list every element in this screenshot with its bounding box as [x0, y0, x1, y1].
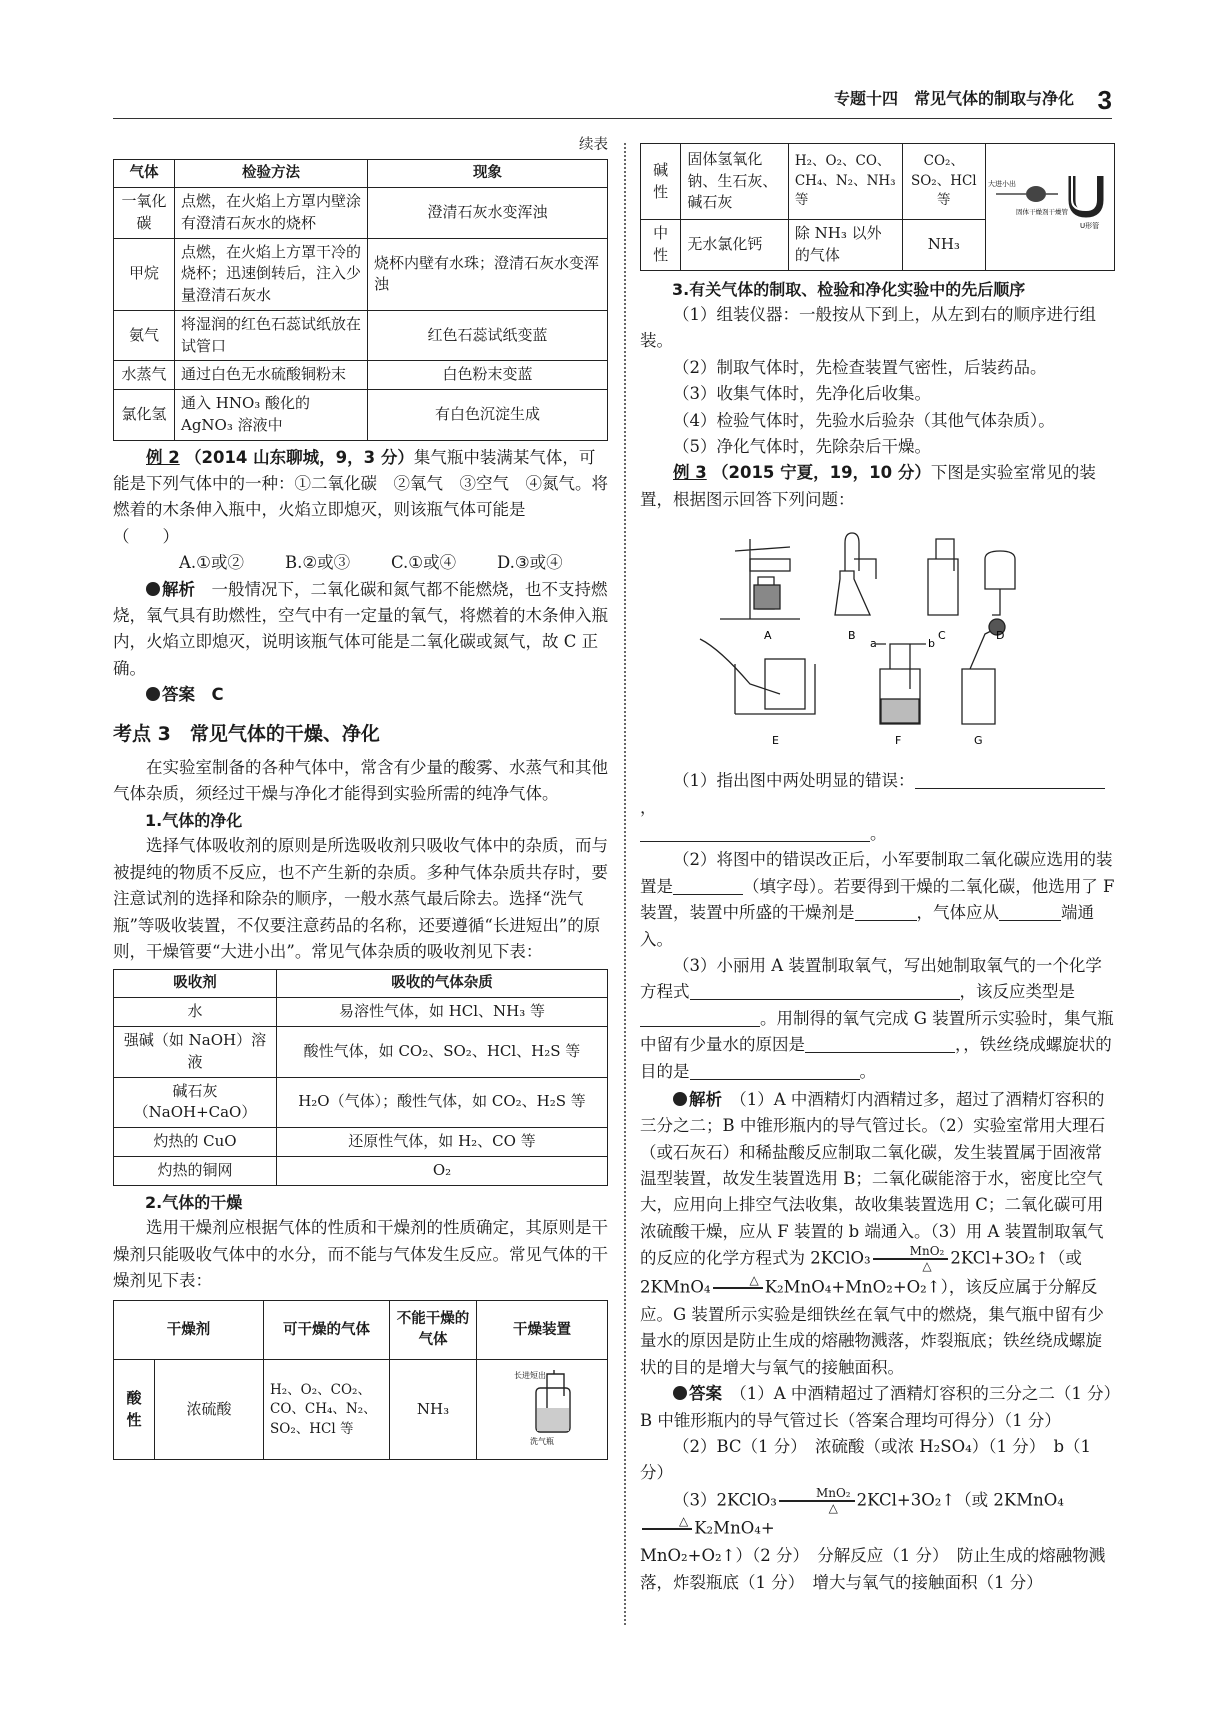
- analysis-label: 解析: [689, 1089, 722, 1109]
- cell-gas: 一氧化碳: [114, 188, 175, 239]
- analysis-label: 解析: [162, 579, 195, 599]
- cell-method: 点燃，在火焰上方罩干冷的烧杯；迅速倒转后，注入少量澄清石灰水: [175, 238, 368, 310]
- table-row: [114, 238, 608, 310]
- desiccant-table-continued: [640, 143, 1115, 271]
- cell-gas: 氨气: [114, 310, 175, 361]
- apparatus-figure: [640, 519, 1115, 764]
- gas-test-table: [113, 159, 608, 441]
- cell-agent: 无水氯化钙: [681, 220, 789, 271]
- cell-can: H₂、O₂、CO、CH₄、N₂、NH₃ 等: [788, 144, 902, 220]
- cell-cannot: NH₃: [390, 1360, 477, 1460]
- th-phenomenon: 现象: [368, 160, 608, 188]
- subsection-title-dry: 2.气体的干燥: [145, 1192, 243, 1212]
- fig-label-port-b: b: [928, 637, 935, 651]
- analysis-icon: [673, 1092, 687, 1106]
- page-header: [0, 84, 1224, 114]
- answer-blank[interactable]: [690, 983, 960, 1000]
- device-label: U形管: [1080, 222, 1100, 231]
- cell-absorbent: 碱石灰（NaOH+CaO）: [114, 1077, 277, 1128]
- table-row: [641, 144, 1115, 220]
- drying-tube-diagram: [986, 144, 1114, 262]
- table-row: [114, 310, 608, 361]
- cell-gas: 氯化氢: [114, 390, 175, 441]
- answer-text: MnO₂+O₂↑）（2 分） 分解反应（1 分） 防止生成的熔融物溅落，炸裂瓶底（1 分） 增大与氧气的接触面积（1 分）: [640, 1546, 1106, 1592]
- option-d: D.③或④: [497, 553, 563, 573]
- analysis-text: （1）A 中酒精灯内酒精过多，超过了酒精灯容积的三分之二；B 中锥形瓶内的导气管过长。（2）实验室常用大理石（或石灰石）和稀盐酸反应制取二氧化碳，发生装置属于固液常温型装置，故发生装置选用 B；二氧化碳能溶于水，密度比空气大，应用向上排空气法收集，故收集装置选用 C；二氧化碳可用浓硫酸干燥，应从 F 装置的 b 端通入。（3）用 A 装置制取氧气的反应的化学方程式为 2KClO₃: [640, 1089, 1106, 1268]
- table-row: [114, 1156, 608, 1185]
- cell-absorbent: 水: [114, 998, 277, 1027]
- right-column: 碱性 固体氢氧化钠、生石灰、碱石灰 H₂、O₂、CO、CH₄、N₂、NH₃ 等 CO₂、SO₂、HCl 等 大进小出 固体干燥剂干燥管 U形管 中性 无水氯化钙 除 NH₃ 以外的气体 NH₃ 3.有关气体的制取、检验和净化实验中的先后顺序 （1）组装仪器：一般按从下到上，从左到右的顺序进行组装。 （2）制取气体时，先检查装置气密性，后装药品。 （3）收集气体时，先净化后收集。 （4）检验气体时，先验水后验杂（其他气体杂质）。 （5）净化气体时，先除杂后干燥。 例 3 （2015 宁夏，19，10 分）下图是实验室常见的装置，根据图示回答下列问题： A B C D E F G a b （1）指出图中两处明显的错误：， 。 （2）将图中的错误改正后，小军要制取二氧化碳应选用的装置是 （填字母）。若要得到干燥的二氧化碳，他选用了 F 装置，装置中所盛的干燥剂是 ，气体应从 端通入。 （3）小丽用 A 装置制取氧气，写出她制取氧气的一个化学方程式 ，该反应类型是。用制得的氧气完成 G 装置所示实验时，集气瓶中留有少量水的原因是 ，，铁丝绕成螺旋状的目的是 。 解析 （1）A 中酒精灯内酒精过多，超过了酒精灯容积的三分之二；B 中锥形瓶内的导气管过长。（2）实验室常用大理石（或石灰石）和稀盐酸反应制取二氧化碳，发生装置属于固液常温型装置，故发生装置选用 B；二氧化碳能溶于水，密度比空气大，应用向上排空气法收集，故收集装置选用 C；二氧化碳可用浓硫酸干燥，应从 F 装置的 b 端通入。（3）用 A 装置制取氧气的反应的化学方程式为 2KClO₃ $\frac{\text{MnO₂}}{\triangle}$ 2KCl+3O₂↑（或 2KMnO₄ △ K₂MnO₄+MnO₂+O₂↑），该反应属于分解反应。G 装置所示实验是细铁丝在氧气中的燃烧，集气瓶中留有少量水的原因是防止生成的熔融物溅落，炸裂瓶底；铁丝绕成螺旋状的目的是增大与氧气的接触面积。 答案 （1）A 中酒精超过了酒精灯容积的三分之二（1 分） B 中锥形瓶内的导气管过长（答案合理均可得分）（1 分） （2）BC（1 分） 浓硫酸（或浓 H₂SO₄）（1 分） b（1 分） （3）2KClO₃ $\frac{\text{MnO₂}}{\triangle}$ 2KCl+3O₂↑（或 2KMnO₄ △ K₂MnO₄+ MnO₂+O₂↑）（2 分） 分解反应（1 分） 防止生成的熔融物溅落，炸裂瓶底（1 分） 增大与氧气的接触面积（1 分）: [640, 143, 1115, 1596]
- dry-text: 选用干燥剂应根据气体的性质和干燥剂的性质确定，其原则是干燥剂只能吸收气体中的水分，而不能与气体发生反应。常见气体的干燥剂见下表：: [113, 1218, 608, 1290]
- answer-icon: [673, 1386, 687, 1400]
- order-item: （2）制取气体时，先检查装置气密性，后装药品。: [673, 357, 1047, 377]
- left-column: [113, 134, 608, 1460]
- section-intro: 在实验室制备的各种气体中，常含有少量的酸雾、水蒸气和其他气体杂质，须经过干燥与净化才能得到实验所需的纯净气体。: [113, 758, 608, 804]
- order-item: （1）组装仪器：一般按从下到上，从左到右的顺序进行组装。: [640, 305, 1096, 351]
- order-item: （5）净化气体时，先除杂后干燥。: [673, 437, 931, 457]
- cell-phenomenon: 红色石蕊试纸变蓝: [368, 310, 608, 361]
- answer-blank[interactable]: [915, 772, 1105, 789]
- answer-text: K₂MnO₄+: [694, 1518, 775, 1538]
- th-method: 检验方法: [175, 160, 368, 188]
- cell-absorbent: 灼热的铜网: [114, 1156, 277, 1185]
- th-can-dry: 可干燥的气体: [264, 1301, 390, 1360]
- th-desiccant: 干燥剂: [114, 1301, 264, 1360]
- answer-icon: [146, 687, 160, 701]
- cell-agent: 浓硫酸: [155, 1360, 264, 1460]
- header-rule: [113, 118, 1112, 119]
- analysis-text: 一般情况下，二氧化碳和氮气都不能燃烧，也不支持燃烧，氧气具有助燃性，空气中有一定量的氧气，将燃着的木条伸入瓶内，火焰立即熄灭，说明该瓶气体可能是二氧化碳或氮气，故 C 正确。: [113, 579, 608, 678]
- example-source: （2014 山东聊城，9，3 分）: [184, 447, 414, 467]
- th-absorbed-gas: 吸收的气体杂质: [277, 970, 608, 998]
- cell-absorbed: 酸性气体，如 CO₂、SO₂、HCl、H₂S 等: [277, 1027, 608, 1078]
- fig-label-b: B: [848, 629, 856, 643]
- fig-label-g: G: [974, 734, 983, 748]
- example-options: [113, 550, 608, 576]
- heat-symbol: △: [922, 1259, 932, 1274]
- cell-device: [477, 1360, 608, 1460]
- question-3b: ，该反应类型是: [959, 982, 1075, 1002]
- question-3d: ，铁丝绕成螺旋状的目的是: [640, 1035, 1112, 1081]
- order-item: （3）收集气体时，先净化后收集。: [673, 384, 931, 404]
- fig-label-port-a: a: [870, 637, 877, 651]
- example-source: （2015 宁夏，19，10 分）: [711, 463, 931, 483]
- cell-method: 点燃，在火焰上方罩内壁涂有澄清石灰水的烧杯: [175, 188, 368, 239]
- th-cannot-dry: 不能干燥的气体: [390, 1301, 477, 1360]
- option-b: B.②或③: [285, 553, 351, 573]
- cell-can: 除 NH₃ 以外的气体: [788, 220, 902, 271]
- cell-can: H₂、O₂、CO₂、CO、CH₄、N₂、SO₂、HCl 等: [264, 1360, 390, 1460]
- cell-type: 碱性: [641, 144, 681, 220]
- heat-symbol: △: [713, 1274, 763, 1289]
- fig-label-e: E: [772, 734, 779, 748]
- answer-label: 答案: [689, 1384, 722, 1404]
- cell-phenomenon: 白色粉末变蓝: [368, 361, 608, 390]
- th-absorbent: 吸收剂: [114, 970, 277, 998]
- table-row: [114, 390, 608, 441]
- cell-type: 酸性: [114, 1360, 155, 1460]
- continued-label: 续表: [579, 137, 608, 153]
- example-question: 集气瓶中装满某气体，可能是下列气体中的一种：①二氧化碳 ②氧气 ③空气 ④氮气。将燃着的木条伸入瓶中，火焰立即熄灭，则该瓶气体可能是 （ ）: [113, 447, 608, 546]
- answer-text: （3）2KClO₃: [673, 1490, 777, 1510]
- device-label: 长进短出: [514, 1371, 546, 1381]
- column-divider: [624, 143, 626, 1625]
- section-title: 考点 3 常见气体的干燥、净化: [113, 722, 380, 745]
- catalyst: MnO₂: [873, 1245, 949, 1260]
- answer-blank[interactable]: [640, 1010, 700, 1027]
- cell-phenomenon: 有白色沉淀生成: [368, 390, 608, 441]
- cell-gas: 甲烷: [114, 238, 175, 310]
- analysis-text: 2KCl+3O₂↑（或 2KMnO₄: [640, 1248, 1082, 1297]
- cell-cannot: CO₂、SO₂、HCl 等: [902, 144, 985, 220]
- page-number: 3: [1097, 85, 1112, 115]
- cell-absorbent: 强碱（如 NaOH）溶液: [114, 1027, 277, 1078]
- question-3c: 。用制得的氧气完成 G 装置所示实验时，集气瓶中留有少量水的原因是: [640, 1008, 1114, 1055]
- reaction-condition: [642, 1515, 692, 1543]
- answer-blank[interactable]: [700, 1010, 760, 1027]
- table-row: [114, 361, 608, 390]
- question-2d: 端通入。: [640, 903, 1094, 949]
- cell-method: 通入 HNO₃ 酸化的 AgNO₃ 溶液中: [175, 390, 368, 441]
- purify-text: 选择气体吸收剂的原则是所选吸收剂只吸收气体中的杂质，而与被提纯的物质不反应，也不产生新的杂质。多种气体杂质共存时，要注意试剂的选择和除杂的顺序，一般水蒸气最后除去。选择“洗气瓶”等吸收装置，不仅要注意药品的名称，还要遵循“长进短出”的原则，干燥管要“大进小出”。常见气体杂质的吸收剂见下表：: [113, 836, 608, 961]
- answer-value: C: [211, 685, 224, 705]
- answer-blank[interactable]: [855, 904, 917, 921]
- answer-blank[interactable]: [805, 1036, 955, 1053]
- example-2: [113, 445, 608, 709]
- example-label: 例 3: [673, 463, 707, 483]
- analysis-icon: [146, 582, 160, 596]
- cell-cannot: NH₃: [902, 220, 985, 271]
- table-row: [114, 188, 608, 239]
- analysis-text: K₂MnO₄+MnO₂+O₂↑），该反应属于分解反应。G 装置所示实验是细铁丝在氧气中的燃烧，集气瓶中留有少量水的原因是防止生成的熔融物溅落，炸裂瓶底；铁丝绕成螺旋状的目的是增大与氧气的接触面积。: [640, 1277, 1104, 1377]
- fig-label-a: A: [764, 629, 772, 643]
- cell-phenomenon: 烧杯内壁有水珠；澄清石灰水变浑浊: [368, 238, 608, 310]
- cell-agent: 固体氢氧化钠、生石灰、碱石灰: [681, 144, 789, 220]
- table-row: [114, 1077, 608, 1128]
- example-label: 例 2: [146, 447, 180, 467]
- answer-blank[interactable]: [673, 878, 743, 895]
- answer-blank[interactable]: [690, 1063, 860, 1080]
- answer-blank[interactable]: [640, 825, 870, 842]
- reaction-condition: [713, 1274, 763, 1302]
- th-device: 干燥装置: [477, 1301, 608, 1360]
- heat-symbol: △: [642, 1515, 692, 1530]
- cell-absorbed: 易溶性气体，如 HCl、NH₃ 等: [277, 998, 608, 1027]
- table-row: [114, 998, 608, 1027]
- device-label: 大进小出: [988, 180, 1016, 189]
- device-label: 洗气瓶: [530, 1437, 554, 1447]
- cell-absorbent: 灼热的 CuO: [114, 1128, 277, 1157]
- question-1: （1）指出图中两处明显的错误：: [673, 771, 915, 791]
- cell-type: 中性: [641, 220, 681, 271]
- question-2a: （2）将图中的错误改正后，小军要制取二氧化碳应选用的装置是: [640, 850, 1113, 896]
- lab-apparatus-diagram: [640, 519, 1115, 764]
- table-row: [114, 1360, 608, 1460]
- absorbent-table: [113, 969, 608, 1185]
- cell-absorbed: 还原性气体，如 H₂、CO 等: [277, 1128, 608, 1157]
- answer-text: （2）BC（1 分） 浓硫酸（或浓 H₂SO₄）（1 分） b（1 分）: [640, 1436, 1092, 1483]
- option-c: C.①或④: [391, 553, 457, 573]
- table-row: [114, 1027, 608, 1078]
- cell-gas: 水蒸气: [114, 361, 175, 390]
- cell-method: 将湿润的红色石蕊试纸放在试管口: [175, 310, 368, 361]
- answer-blank[interactable]: [999, 904, 1061, 921]
- catalyst: MnO₂: [779, 1487, 855, 1502]
- cell-device: [986, 144, 1115, 271]
- chapter-title: 专题十四 常见气体的制取与净化: [833, 89, 1074, 108]
- option-a: A.①或②: [179, 553, 244, 573]
- fig-label-f: F: [895, 734, 902, 748]
- answer-text: （1）A 中酒精超过了酒精灯容积的三分之二（1 分） B 中锥形瓶内的导气管过长（答案合理均可得分）（1 分）: [640, 1384, 1129, 1430]
- device-label: 固体干燥剂干燥管: [1016, 208, 1068, 217]
- order-item: （4）检验气体时，先验水后验杂（其他气体杂质）。: [673, 410, 1055, 430]
- heat-symbol: △: [828, 1500, 838, 1515]
- cell-method: 通过白色无水硫酸铜粉末: [175, 361, 368, 390]
- th-gas: 气体: [114, 160, 175, 188]
- subsection-title-purify: 1.气体的净化: [145, 810, 243, 830]
- question-2c: ，气体应从: [916, 903, 999, 923]
- desiccant-table: [113, 1300, 608, 1460]
- reaction-condition: [779, 1487, 855, 1515]
- cell-absorbed: H₂O（气体）；酸性气体，如 CO₂、H₂S 等: [277, 1077, 608, 1128]
- question-2b: （填字母）。若要得到干燥的二氧化碳，他选用了 F 装置，装置中所盛的干燥剂是: [640, 876, 1115, 923]
- table-row: [114, 1128, 608, 1157]
- question-3a: （3）小丽用 A 装置制取氧气，写出她制取氧气的一个化学方程式: [640, 955, 1102, 1002]
- answer-text: 2KCl+3O₂↑（或 2KMnO₄: [856, 1490, 1064, 1510]
- example-question: 下图是实验室常见的装置，根据图示回答下列问题：: [640, 463, 1096, 509]
- subsection-title-order: 3.有关气体的制取、检验和净化实验中的先后顺序: [672, 279, 1026, 299]
- fig-label-c: C: [938, 629, 946, 643]
- wash-bottle-diagram: [492, 1366, 592, 1446]
- cell-phenomenon: 澄清石灰水变浑浊: [368, 188, 608, 239]
- reaction-condition: [873, 1245, 949, 1273]
- fig-label-d: D: [996, 629, 1005, 643]
- answer-label: 答案: [162, 685, 195, 705]
- cell-absorbed: O₂: [277, 1156, 608, 1185]
